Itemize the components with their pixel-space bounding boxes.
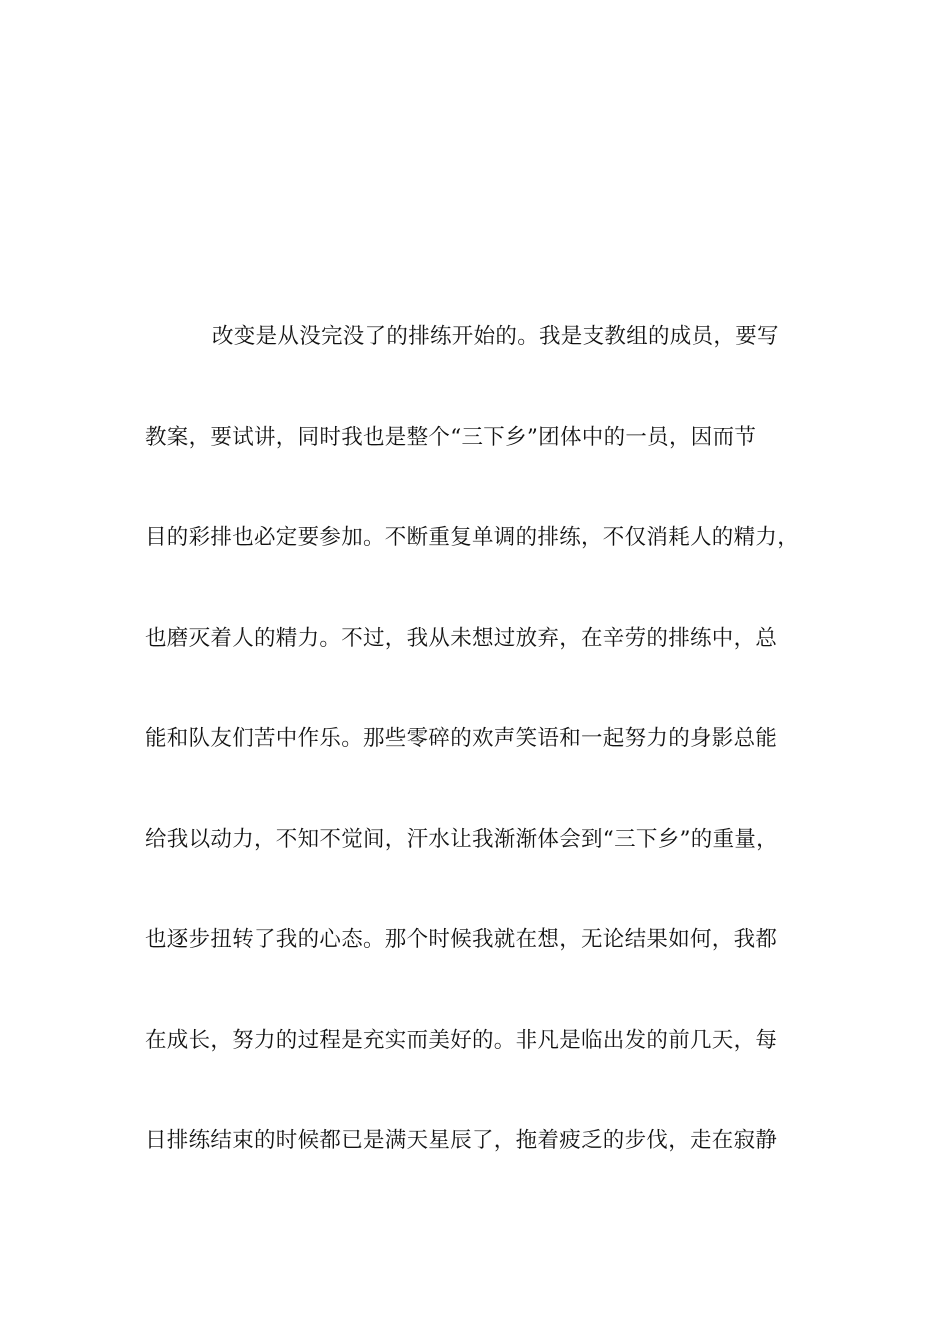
paragraph-line-8: 在成长，努力的过程是充实而美好的。非凡是临出发的前几天，每 xyxy=(145,1027,778,1053)
paragraph xyxy=(145,318,825,1223)
paragraph-line-2: 教案，要试讲，同时我也是整个“三下乡”团体中的一员，因而节 xyxy=(145,424,757,450)
paragraph-line-7: 也逐步扭转了我的心态。那个时候我就在想，无论结果如何，我都 xyxy=(145,927,778,952)
paragraph-line-6: 给我以动力，不知不觉间，汗水让我渐渐体会到“三下乡”的重量， xyxy=(145,826,778,852)
paragraph-line-5: 能和队友们苦中作乐。那些零碎的欢声笑语和一起努力的身影总能 xyxy=(145,726,778,751)
paragraph-line-9: 日排练结束的时候都已是满天星辰了，拖着疲乏的步伐，走在寂静 xyxy=(145,1128,778,1153)
paragraph-line-4: 也磨灭着人的精力。不过，我从未想过放弃，在辛劳的排练中，总 xyxy=(145,625,778,651)
paragraph-line-3: 目的彩排也必定要参加。不断重复单调的排练，不仅消耗人的精力， xyxy=(145,525,800,550)
paragraph-line-1: 改变是从没完没了的排练开始的。我是支教组的成员，要写 xyxy=(212,324,779,349)
